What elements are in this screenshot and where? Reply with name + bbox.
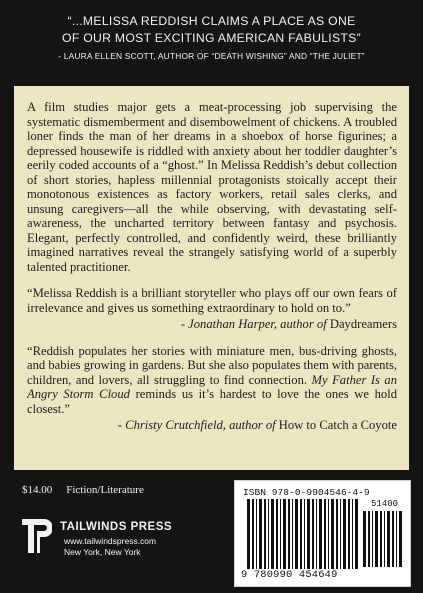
barcode-bar xyxy=(352,499,353,569)
barcode-bar xyxy=(295,499,298,569)
review-2-attribution xyxy=(27,418,397,433)
barcode-bar xyxy=(312,499,314,569)
barcode-bar xyxy=(316,499,317,569)
barcode-bar xyxy=(336,499,338,569)
header-quote-line-2: OF OUR MOST EXCITING AMERICAN FABULISTS” xyxy=(62,31,361,45)
barcode-bar xyxy=(340,499,341,569)
barcode-bar xyxy=(384,511,385,567)
publisher-name: TAILWINDS PRESS xyxy=(60,521,173,533)
review-1-attribution xyxy=(27,317,397,332)
ean-digits: 9 780990 454649 xyxy=(241,569,338,581)
isbn-number: ISBN 978-0-9904546-4-9 xyxy=(243,487,370,498)
barcode-bar xyxy=(304,499,305,569)
review-2-text-b: reminds us it’s hardest to love the ones we hold closest.” xyxy=(27,387,397,416)
price-row xyxy=(22,484,144,496)
barcode-bar xyxy=(271,499,274,569)
barcode-bar xyxy=(375,511,378,567)
barcode-bar xyxy=(368,511,370,567)
ean-barcode-icon xyxy=(247,499,359,569)
barcode-bar xyxy=(324,499,326,569)
barcode-bar xyxy=(380,511,382,567)
barcode-bar xyxy=(355,499,358,569)
barcode-bar xyxy=(292,499,293,569)
barcode-bar xyxy=(256,499,257,569)
review-2-book: How to Catch a Coyote xyxy=(278,418,397,432)
barcode-bar xyxy=(319,499,322,569)
barcode-bar xyxy=(259,499,262,569)
review-1-text-a: “Melissa Reddish is a brilliant storyteller who plays off our own fears of irrelevance and gives us something extraordinary to hold on to.” xyxy=(27,286,397,315)
tailwinds-logo-icon xyxy=(22,516,52,556)
barcode-box xyxy=(234,480,411,587)
barcode-bar xyxy=(372,511,373,567)
barcode-bar xyxy=(363,511,366,567)
description-panel xyxy=(14,86,409,470)
review-1-book: Daydreamers xyxy=(329,317,397,331)
review-1-author: - Jonathan Harper, author of xyxy=(180,317,330,331)
header-quote-line-1: “...MELISSA REDDISH CLAIMS A PLACE AS ONE xyxy=(67,14,356,28)
review-quote-2 xyxy=(27,344,397,417)
barcode-bar xyxy=(283,499,286,569)
barcode-bar xyxy=(396,511,397,567)
barcode-bar xyxy=(387,511,390,567)
header-quote-attribution: - LAURA ELLEN SCOTT, AUTHOR OF “DEATH WISHING” AND “THE JULIET” xyxy=(58,51,365,61)
review-2-text-a: “Reddish populates her stories with miniature men, bus-driving ghosts, and babies growing in gardens. But she also populates them with parents, children, and lovers, all struggling to find connection. xyxy=(27,343,397,387)
barcode-bar xyxy=(331,499,334,569)
barcode-bar xyxy=(252,499,254,569)
barcode-bar xyxy=(247,499,250,569)
publisher-url: www.tailwindspress.com xyxy=(64,536,157,546)
review-quote-1 xyxy=(27,286,397,315)
price-addon-number: 51400 xyxy=(371,499,399,509)
barcode-bar xyxy=(307,499,310,569)
review-2-title: My Father Is an Angry Storm Cloud xyxy=(27,372,397,401)
price: $14.00 xyxy=(22,484,53,496)
barcode-bar xyxy=(343,499,346,569)
barcode-bar xyxy=(392,511,394,567)
barcode-bar xyxy=(399,511,402,567)
barcode-bar xyxy=(328,499,329,569)
barcode-bar xyxy=(348,499,350,569)
barcode-bar xyxy=(300,499,302,569)
review-2-author: - Christy Crutchfield, author of xyxy=(117,418,279,432)
addon-barcode-icon xyxy=(363,511,403,567)
barcode-bar xyxy=(276,499,278,569)
barcode-bar xyxy=(264,499,266,569)
barcode-bar xyxy=(268,499,269,569)
header-quote xyxy=(0,0,423,84)
publisher-city: New York, New York xyxy=(64,547,141,557)
genre: Fiction/Literature xyxy=(66,484,144,496)
barcode-bar xyxy=(288,499,290,569)
barcode-bar xyxy=(280,499,281,569)
book-blurb: A film studies major gets a meat-processing job supervising the systematic dismemberment and disembowelment of chickens. A troubled loner finds the man of her dreams in a shoebox of horse figurines; a depressed housewife is riddled with anxiety about her toddler daughter’s eerily coded accounts of a “ghost.” In Melissa Reddish’s debut collection of short stories, hapless millennial protagonists stoically accept their monotonous existences as factory workers, retail sales clerks, and unsung caregivers—all the while observing, with devastating self-awareness, the uncharted territory between fantasy and psychosis. Elegant, perfectly controlled, and confidently weird, these brilliantly imagined narratives reveal the strangely satisfying world of a superbly talented practitioner. xyxy=(27,100,397,274)
